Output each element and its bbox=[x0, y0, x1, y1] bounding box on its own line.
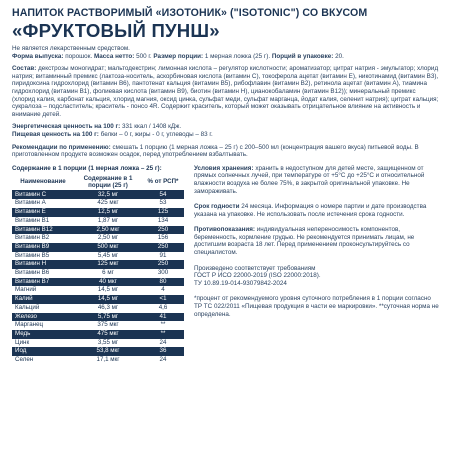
release-info bbox=[12, 53, 439, 61]
nutrient-pct-cell: ** bbox=[142, 321, 184, 330]
header-pct: % от РСП* bbox=[142, 174, 184, 191]
nutrient-pct-cell: 125 bbox=[142, 208, 184, 217]
storage-block bbox=[194, 165, 439, 195]
info-column bbox=[194, 165, 439, 365]
per-pack-value: 20. bbox=[335, 52, 344, 60]
table-row bbox=[12, 243, 184, 252]
table-row bbox=[12, 199, 184, 208]
nutrient-amount-cell: 17,1 мкг bbox=[74, 356, 142, 365]
nutrient-amount-cell: 2,50 мг bbox=[74, 234, 142, 243]
bottom-columns bbox=[12, 165, 439, 365]
footnote-text: *процент от рекомендуемого уровня суточного потребления в 1 порции согласно ТР ТС 022/2011 «Пищевая продукция в части ее маркировки». **суточная норма не определена. bbox=[194, 295, 439, 318]
recommendations-label: Рекомендации по применению: bbox=[12, 143, 111, 151]
nutrient-amount-cell: 32,5 мг bbox=[74, 190, 142, 199]
nutrient-name-cell: Железо bbox=[12, 313, 74, 322]
nutrition-text: белки – 0 г, жиры - 0 г, углеводы – 83 г. bbox=[100, 130, 213, 138]
nutrient-table-column bbox=[12, 165, 184, 365]
nutrient-amount-cell: 425 мкг bbox=[74, 199, 142, 208]
nutrient-pct-cell: 36 bbox=[142, 347, 184, 356]
table-row bbox=[12, 217, 184, 226]
product-title-line2: «ФРУКТОВЫЙ ПУНШ» bbox=[12, 20, 220, 41]
header-name: Наименование bbox=[12, 174, 74, 191]
table-row bbox=[12, 330, 184, 339]
nutrient-name-cell: Витамин Н bbox=[12, 260, 74, 269]
nutrient-amount-cell: 40 мкг bbox=[74, 278, 142, 287]
nutrient-name-cell: Йод bbox=[12, 347, 74, 356]
nutrient-pct-cell: 54 bbox=[142, 190, 184, 199]
not-medicine-note: Не является лекарственным средством. bbox=[12, 45, 130, 52]
nutrient-name-cell: Селен bbox=[12, 356, 74, 365]
portion-value: 1 мерная ложка (25 г). bbox=[204, 52, 271, 60]
shelf-life-label: Срок годности bbox=[194, 203, 240, 211]
table-row bbox=[12, 252, 184, 261]
nutrient-amount-cell: 125 мкг bbox=[74, 260, 142, 269]
standards-line1: ГОСТ Р ИСО 22000-2019 (ISO 22000:2018). bbox=[194, 272, 321, 280]
nutrient-amount-cell: 1,87 мг bbox=[74, 217, 142, 226]
table-row bbox=[12, 278, 184, 287]
nutrient-name-cell: Витамин А bbox=[12, 199, 74, 208]
nutrient-pct-cell: ** bbox=[142, 330, 184, 339]
nutrient-amount-cell: 375 мкг bbox=[74, 321, 142, 330]
nutrient-name-cell: Витамин Е bbox=[12, 208, 74, 217]
portion-label: Размер порции: bbox=[153, 52, 204, 60]
nutrition-label: Пищевая ценность на 100 г: bbox=[12, 130, 99, 138]
table-row bbox=[12, 208, 184, 217]
table-row bbox=[12, 260, 184, 269]
nutrient-pct-cell: 80 bbox=[142, 278, 184, 287]
nutrient-name-cell: Магний bbox=[12, 286, 74, 295]
contraindications-text: индивидуальная непереносимость компонентов, беременность, кормление грудью. Не рекомендуется принимать лицам, не достигшим возраста 18 лет. Перед применением проконсультируйтесь со специалистом. bbox=[194, 226, 415, 257]
product-title-line1: НАПИТОК РАСТВОРИМЫЙ «ИЗОТОНИК» ("ISOTONIC") СО ВКУСОМ bbox=[12, 7, 368, 19]
nutrient-name-cell: Цинк bbox=[12, 339, 74, 348]
nutrient-pct-cell: 91 bbox=[142, 252, 184, 261]
nutrient-pct-cell: 53 bbox=[142, 199, 184, 208]
storage-label: Условия хранения: bbox=[194, 164, 254, 172]
recommendations bbox=[12, 144, 439, 159]
net-label: Масса нетто: bbox=[93, 52, 135, 60]
net-value: 500 г. bbox=[136, 52, 152, 60]
nutrient-amount-cell: 12,5 мг bbox=[74, 208, 142, 217]
nutrient-amount-cell: 53,8 мкг bbox=[74, 347, 142, 356]
per-pack-label: Порций в упаковке: bbox=[271, 52, 334, 60]
nutrient-pct-cell: 134 bbox=[142, 217, 184, 226]
nutrient-name-cell: Витамин В5 bbox=[12, 252, 74, 261]
nutrient-pct-cell: 300 bbox=[142, 269, 184, 278]
nutrient-name-cell: Витамин В7 bbox=[12, 278, 74, 287]
table-row bbox=[12, 321, 184, 330]
nutrient-name-cell: Марганец bbox=[12, 321, 74, 330]
nutrient-amount-cell: 475 мкг bbox=[74, 330, 142, 339]
nutrient-pct-cell: <1 bbox=[142, 295, 184, 304]
nutrient-pct-cell: 24 bbox=[142, 339, 184, 348]
table-row bbox=[12, 304, 184, 313]
nutrient-pct-cell: 250 bbox=[142, 260, 184, 269]
table-row bbox=[12, 356, 184, 365]
nutrient-amount-cell: 3,55 мг bbox=[74, 339, 142, 348]
nutrient-name-cell: Витамин С bbox=[12, 190, 74, 199]
nutrient-amount-cell: 500 мкг bbox=[74, 243, 142, 252]
nutrient-amount-cell: 14,5 мг bbox=[74, 286, 142, 295]
nutrient-name-cell: Витамин В1 bbox=[12, 217, 74, 226]
nutrient-amount-cell: 6 мг bbox=[74, 269, 142, 278]
contraindications-block bbox=[194, 226, 439, 256]
nutrient-amount-cell: 2,50 мкг bbox=[74, 226, 142, 235]
nutrient-name-cell: Витамин В6 bbox=[12, 269, 74, 278]
nutrient-pct-cell: 24 bbox=[142, 356, 184, 365]
nutrition-value bbox=[12, 131, 439, 139]
header-amount: Содержание в 1 порции (25 г) bbox=[74, 174, 142, 191]
nutrient-amount-cell: 5,75 мг bbox=[74, 313, 142, 322]
nutrient-name-cell: Витамин В2 bbox=[12, 234, 74, 243]
table-row bbox=[12, 226, 184, 235]
standards-line2: ТУ 10.89.19-014-93079842-2024 bbox=[194, 279, 287, 287]
table-row bbox=[12, 339, 184, 348]
table-row bbox=[12, 286, 184, 295]
table-row bbox=[12, 234, 184, 243]
nutrient-name-cell: Витамин В12 bbox=[12, 226, 74, 235]
table-row bbox=[12, 269, 184, 278]
recommendations-text: смешать 1 порцию (1 мерная ложка – 25 г) с 200–500 мл (концентрация вашего вкуса) питьевой воды. В приготовленном продукте возможен осадок, перед употреблением взбалтывать. bbox=[12, 143, 419, 159]
nutrient-name-cell: Калий bbox=[12, 295, 74, 304]
form-label: Форма выпуска: bbox=[12, 52, 64, 60]
table-row bbox=[12, 313, 184, 322]
nutrient-pct-cell: 250 bbox=[142, 226, 184, 235]
footnote-block bbox=[194, 295, 439, 318]
table-row bbox=[12, 190, 184, 199]
table-row bbox=[12, 347, 184, 356]
energy-text: 331 ккал / 1408 кДж. bbox=[122, 123, 182, 131]
table-header-row bbox=[12, 174, 184, 191]
nutrient-pct-cell: 4 bbox=[142, 286, 184, 295]
nutrient-name-cell: Медь bbox=[12, 330, 74, 339]
nutrient-table bbox=[12, 174, 184, 365]
nutrient-pct-cell: 4,6 bbox=[142, 304, 184, 313]
table-row bbox=[12, 295, 184, 304]
composition-text: декстрозы моногидрат; мальтодекстрин; лимонная кислота – регулятор кислотности; ароматизатор; цитрат натрия - эмульгатор; хлорид натрия; витаминный премикс (лактоза-носитель, аскорбиновая кислота (витамин С), токоферола ацетат (витамин Е), никотинамид (витамин В3), пиридоксина гидрохлорид (витамин В6), пантотенат кальция (витамин В5), рибофлавин (витамин В2), ретинола ацетат (витамин А), тиамина гидрохлорид (витамин В1), фолиевая кислота (витамин В9), биотин (витамин Н), цианокобаламин (витамин В12)); минеральный премикс (хлорид калия, карбонат кальция, хлорид магния, оксид цинка, сульфат меди, сульфат марганца, йодат калия, селенит натрия); цитрат кальция; сукралоза – подсластитель; краситель - понсо 4R. Содержит краситель, который может оказывать отрицательное влияние на активность и внимание детей. bbox=[12, 65, 439, 118]
storage-text: хранить в недоступном для детей месте, защищенном от прямых солнечных лучей, при температуре от +5°С до +25°С и относительной влажности воздуха не более 75%, в закрытой оригинальной упаковке. Не замораживать. bbox=[194, 164, 425, 195]
standards-block bbox=[194, 265, 439, 288]
form-value: порошок. bbox=[65, 52, 93, 60]
nutrient-amount-cell: 46,3 мг bbox=[74, 304, 142, 313]
shelf-life-block bbox=[194, 203, 439, 218]
composition-label: Состав: bbox=[12, 65, 37, 73]
nutrient-name-cell: Витамин В9 bbox=[12, 243, 74, 252]
composition bbox=[12, 65, 439, 118]
contraindications-label: Противопоказания: bbox=[194, 226, 256, 234]
nutrient-amount-cell: 14,5 мг bbox=[74, 295, 142, 304]
nutrient-amount-cell: 5,45 мг bbox=[74, 252, 142, 261]
nutrient-pct-cell: 41 bbox=[142, 313, 184, 322]
table-caption: Содержание в 1 порции (1 мерная ложка – 25 г): bbox=[12, 164, 162, 172]
standards-intro: Произведено соответствует требованиям bbox=[194, 264, 316, 272]
energy-label: Энергетическая ценность на 100 г: bbox=[12, 123, 121, 131]
table-body bbox=[12, 190, 184, 365]
nutrient-name-cell: Кальций bbox=[12, 304, 74, 313]
energy-value bbox=[12, 123, 439, 131]
nutrient-pct-cell: 156 bbox=[142, 234, 184, 243]
shelf-life-text: 24 месяца. Информация о номере партии и дате производства указана на упаковке. Не использовать после истечения срока годности. bbox=[194, 203, 427, 218]
nutrient-pct-cell: 250 bbox=[142, 243, 184, 252]
